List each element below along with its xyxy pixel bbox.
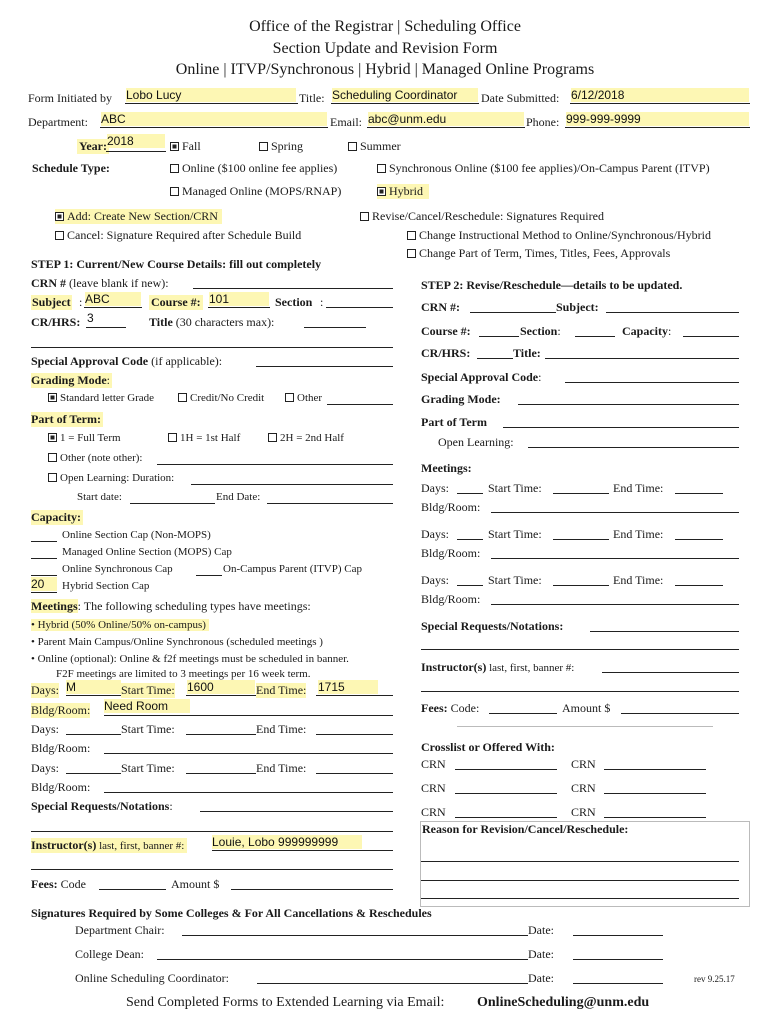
- s2-subject-field[interactable]: [606, 301, 739, 313]
- year-label: Year:: [79, 139, 107, 153]
- s2-bldg-field-2[interactable]: [491, 547, 739, 559]
- pt-full-option[interactable]: [48, 432, 121, 444]
- s2-end-field-3[interactable]: [675, 574, 723, 586]
- special-requests-field[interactable]: [200, 800, 393, 812]
- s2-end-field-2[interactable]: [675, 528, 723, 540]
- end-time-label-2: End Time:: [256, 722, 307, 736]
- bldg-field-1[interactable]: Need Room: [104, 699, 190, 713]
- dean-signature-field[interactable]: [157, 948, 528, 960]
- days-label-3: Days:: [31, 761, 59, 775]
- cap-itvp-label: On-Campus Parent (ITVP) Cap: [223, 563, 363, 575]
- course-field[interactable]: 101: [209, 292, 269, 306]
- cancel-option[interactable]: [55, 228, 301, 243]
- bldg-field-3[interactable]: [104, 781, 393, 793]
- fees-amount-field[interactable]: [231, 878, 393, 890]
- coord-label: Online Scheduling Coordinator:: [75, 971, 229, 985]
- s2-course-field[interactable]: [479, 325, 519, 337]
- days-field-1[interactable]: M: [66, 680, 121, 694]
- hybrid-option[interactable]: [377, 184, 429, 199]
- pt-full-label: 1 = Full Term: [60, 432, 121, 444]
- managed-label: Managed Online (MOPS/RNAP): [182, 184, 342, 198]
- summer-checkbox[interactable]: [348, 142, 357, 151]
- s2-start-field-1[interactable]: [553, 482, 609, 494]
- spring-option[interactable]: [259, 139, 303, 154]
- hybrid-label: Hybrid: [389, 184, 423, 198]
- s2-capacity-label-text: Capacity: [622, 324, 668, 338]
- course-title-label-text: Title: [149, 315, 173, 329]
- s2-bldg-field-1[interactable]: [491, 501, 739, 513]
- s2-days-label-3: Days:: [421, 573, 449, 587]
- dean-label: College Dean:: [75, 947, 144, 961]
- start-time-field-2[interactable]: [186, 723, 256, 735]
- pt-1h-checkbox[interactable]: [168, 433, 177, 442]
- sync-option[interactable]: [377, 161, 710, 176]
- s2-course-label: [421, 324, 471, 339]
- summer-label: Summer: [360, 139, 401, 153]
- grade-credit-label: Credit/No Credit: [190, 392, 265, 404]
- managed-checkbox[interactable]: [170, 187, 179, 196]
- crosslist-crn-field-6[interactable]: [604, 806, 706, 818]
- s2-instructor-label-text: Instructor(s): [421, 660, 487, 674]
- initiated-by-field[interactable]: Lobo Lucy: [126, 88, 296, 102]
- s2-special-label: Special Approval Code:: [421, 370, 542, 384]
- start-date-label: Start date:: [77, 491, 122, 503]
- instructor-field[interactable]: Louie, Lobo 999999999: [212, 835, 362, 849]
- cap-managed-label: Managed Online Section (MOPS) Cap: [62, 546, 232, 558]
- s2-part-field[interactable]: [503, 416, 739, 428]
- crosslist-crn-field-5[interactable]: [455, 806, 557, 818]
- instructor-label-text: Instructor(s): [31, 838, 97, 852]
- end-time-field-1[interactable]: 1715: [318, 680, 378, 694]
- revision-note: rev 9.25.17: [694, 974, 735, 984]
- s2-fees-label: [421, 701, 479, 716]
- year-field[interactable]: 2018: [107, 134, 165, 148]
- s2-start-field-2[interactable]: [553, 528, 609, 540]
- s2-start-label-3: Start Time:: [488, 573, 542, 587]
- crn-field[interactable]: [193, 277, 393, 289]
- crosslist-crn-label-4: CRN: [571, 781, 596, 795]
- s2-end-label-3: End Time:: [613, 573, 664, 587]
- grading-mode-label: Grading Mode:: [31, 373, 111, 387]
- instructor-label: [31, 838, 187, 853]
- s2-bldg-label-2: Bldg/Room:: [421, 546, 481, 560]
- s2-instructor-label: [421, 660, 574, 675]
- crosslist-crn-label-3: CRN: [421, 781, 446, 795]
- s2-crhrs-label: CR/HRS:: [421, 346, 471, 360]
- pt-full-checkbox[interactable]: [48, 433, 57, 442]
- section-label: Section: [275, 295, 313, 309]
- cap-hybrid-field[interactable]: 20: [31, 577, 57, 591]
- special-approval-label-text: Special Approval Code: [31, 354, 149, 368]
- crosslist-crn-label-2: CRN: [571, 757, 596, 771]
- add-checkbox[interactable]: [55, 212, 64, 221]
- crosslist-crn-field-3[interactable]: [455, 782, 557, 794]
- s2-fees-amount-label: Amount $: [562, 701, 611, 715]
- s2-title-field[interactable]: [545, 347, 739, 359]
- phone-label: Phone:: [526, 115, 560, 129]
- bldg-label-1: Bldg/Room:: [31, 703, 91, 717]
- special-approval-note: (if applicable):: [148, 354, 223, 368]
- crhrs-field[interactable]: 3: [87, 311, 94, 325]
- pt-1h-label: 1H = 1st Half: [180, 432, 241, 444]
- footer-email-link[interactable]: OnlineScheduling@unm.edu: [477, 995, 650, 1010]
- signatures-title: Signatures Required by Some Colleges & For All Cancellations & Reschedules: [31, 906, 432, 920]
- change-part-checkbox[interactable]: [407, 249, 416, 258]
- chair-signature-field[interactable]: [182, 924, 528, 936]
- s2-section-field[interactable]: [575, 325, 615, 337]
- bldg-field-2[interactable]: [104, 742, 393, 754]
- s2-crhrs-field[interactable]: [477, 347, 513, 359]
- grade-standard-checkbox[interactable]: [48, 393, 57, 402]
- special-requests-label: Special Requests/Notations:: [31, 799, 173, 813]
- start-time-field-1[interactable]: 1600: [187, 680, 255, 694]
- grade-standard-label: Standard letter Grade: [60, 392, 155, 404]
- days-field-2[interactable]: [66, 723, 121, 735]
- managed-option[interactable]: [170, 184, 341, 199]
- dean-date-label: Date:: [528, 947, 554, 961]
- change-part-option[interactable]: [407, 246, 670, 261]
- fall-label: Fall: [182, 139, 201, 153]
- step1-title: STEP 1: Current/New Course Details: fill out completely: [31, 257, 322, 271]
- pt-open-label: Open Learning: Duration:: [60, 472, 175, 484]
- pt-2h-label: 2H = 2nd Half: [280, 432, 344, 444]
- s2-title-label: Title:: [513, 346, 541, 360]
- meetings-label-text: Meetings: [31, 599, 78, 613]
- phone-field[interactable]: 999-999-9999: [566, 112, 749, 126]
- s2-instructor-note: last, first, banner #:: [486, 662, 575, 674]
- sync-checkbox[interactable]: [377, 164, 386, 173]
- spring-label: Spring: [271, 139, 304, 153]
- spring-checkbox[interactable]: [259, 142, 268, 151]
- pt-open-option[interactable]: [48, 472, 174, 484]
- pt-2h-checkbox[interactable]: [268, 433, 277, 442]
- hybrid-checkbox[interactable]: [377, 187, 386, 196]
- s2-bldg-field-3[interactable]: [491, 593, 739, 605]
- grade-standard-option[interactable]: [48, 392, 154, 404]
- course-title-note: (30 characters max):: [172, 315, 275, 329]
- fees-label: [31, 877, 86, 892]
- s2-section-label-text: Section: [520, 324, 558, 338]
- s2-course-label-text: Course #:: [421, 324, 471, 338]
- online-label: Online ($100 online fee applies): [182, 161, 338, 175]
- change-method-label: Change Instructional Method to Online/Synchronous/Hybrid: [419, 228, 711, 242]
- start-time-label-2: Start Time:: [121, 722, 175, 736]
- email-label: Email:: [330, 115, 362, 129]
- pt-other-option[interactable]: [48, 452, 142, 464]
- start-date-field[interactable]: [130, 492, 215, 504]
- grading-mode-label-text: Grading Mode: [31, 373, 107, 387]
- days-label-2: Days:: [31, 722, 59, 736]
- s2-meetings-label: Meetings:: [421, 461, 472, 475]
- capacity-label: Capacity:: [31, 510, 81, 524]
- chair-date-field[interactable]: [573, 924, 663, 936]
- special-requests-label-text: Special Requests/Notations: [31, 799, 170, 813]
- s2-days-field-2[interactable]: [457, 528, 483, 540]
- s2-crn-label: CRN #:: [421, 300, 460, 314]
- s2-bldg-label-3: Bldg/Room:: [421, 592, 481, 606]
- pt-2h-option[interactable]: [268, 432, 344, 444]
- add-option[interactable]: [55, 209, 222, 224]
- crosslist-crn-label-6: CRN: [571, 805, 596, 819]
- end-date-label: End Date:: [216, 491, 261, 503]
- grade-other-checkbox[interactable]: [285, 393, 294, 402]
- crn-note: (leave blank if new):: [66, 276, 169, 290]
- course-title-field[interactable]: [304, 316, 366, 328]
- s2-start-label-1: Start Time:: [488, 481, 542, 495]
- s2-crn-field[interactable]: [470, 301, 556, 313]
- date-submitted-field[interactable]: 6/12/2018: [571, 88, 749, 102]
- add-label: Add: Create New Section/CRN: [67, 209, 218, 223]
- end-time-label-1: End Time:: [256, 683, 307, 697]
- s2-end-label-2: End Time:: [613, 527, 664, 541]
- coord-date-label: Date:: [528, 971, 554, 985]
- fees-code-label: Code: [57, 877, 86, 891]
- s2-part-label: Part of Term: [421, 415, 487, 429]
- grade-credit-checkbox[interactable]: [178, 393, 187, 402]
- crn-label: [31, 276, 169, 291]
- s2-special-label-text: Special Approval Code: [421, 370, 539, 384]
- title-field[interactable]: Scheduling Coordinator: [332, 88, 478, 102]
- fall-checkbox[interactable]: [170, 142, 179, 151]
- s2-end-label-1: End Time:: [613, 481, 664, 495]
- bullet-parent: • Parent Main Campus/Online Synchronous (scheduled meetings ): [31, 636, 323, 648]
- part-of-term-label: Part of Term:: [31, 412, 101, 426]
- reason-label: Reason for Revision/Cancel/Reschedule:: [422, 822, 629, 836]
- pt-other-label: Other (note other):: [60, 452, 143, 464]
- cap-sync-label: Online Synchronous Cap: [62, 563, 173, 575]
- start-time-label-1: Start Time:: [121, 683, 175, 697]
- fees-amount-label: Amount $: [171, 877, 220, 891]
- coord-date-field[interactable]: [573, 972, 663, 984]
- grade-credit-option[interactable]: [178, 392, 264, 404]
- s2-fees-code-field[interactable]: [489, 702, 557, 714]
- online-checkbox[interactable]: [170, 164, 179, 173]
- s2-open-field[interactable]: [528, 436, 739, 448]
- title-label: Title:: [299, 91, 325, 105]
- s2-fees-amount-field[interactable]: [621, 702, 739, 714]
- end-time-label-3: End Time:: [256, 761, 307, 775]
- change-method-checkbox[interactable]: [407, 231, 416, 240]
- online-option[interactable]: [170, 161, 337, 176]
- section-field[interactable]: [326, 296, 393, 308]
- s2-special-req-field[interactable]: [590, 620, 739, 632]
- bullet-online: • Online (optional): Online & f2f meetings must be scheduled in banner.: [31, 653, 349, 665]
- step2-title: STEP 2: Revise/Reschedule—details to be updated.: [421, 278, 683, 292]
- bullet-online-note: F2F meetings are limited to 3 meetings per 16 week term.: [56, 668, 311, 680]
- s2-capacity-field[interactable]: [683, 325, 739, 337]
- end-date-field[interactable]: [267, 492, 393, 504]
- form-title: Section Update and Revision Form: [272, 40, 498, 57]
- crosslist-crn-field-1[interactable]: [455, 758, 557, 770]
- s2-subject-label: Subject:: [556, 300, 599, 314]
- meetings-note: : The following scheduling types have meetings:: [77, 599, 311, 613]
- revise-option[interactable]: [360, 209, 604, 224]
- s2-start-label-2: Start Time:: [488, 527, 542, 541]
- end-time-field-2[interactable]: [316, 723, 393, 735]
- s2-grading-label: Grading Mode:: [421, 392, 501, 406]
- fees-code-field[interactable]: [99, 878, 166, 890]
- s2-fees-code-label: Code:: [447, 701, 480, 715]
- special-approval-field[interactable]: [256, 355, 393, 367]
- revise-checkbox[interactable]: [360, 212, 369, 221]
- crosslist-crn-field-4[interactable]: [604, 782, 706, 794]
- s2-days-field-1[interactable]: [457, 482, 483, 494]
- initiated-by-label: Form Initiated by: [28, 91, 112, 105]
- s2-special-field[interactable]: [565, 371, 739, 383]
- bullet-hybrid: • Hybrid (50% Online/50% on-campus): [31, 619, 209, 631]
- meetings-label: [31, 599, 311, 614]
- subject-label: Subject: [32, 295, 71, 309]
- cancel-label: Cancel: Signature Required after Schedule Build: [67, 228, 302, 242]
- course-title-label: [149, 315, 274, 330]
- days-field-3[interactable]: [66, 762, 121, 774]
- start-time-label-3: Start Time:: [121, 761, 175, 775]
- instructor-note: last, first, banner #:: [96, 840, 185, 852]
- grade-other-label: Other: [297, 392, 323, 404]
- footer-text: Send Completed Forms to Extended Learning via Email:: [126, 995, 445, 1010]
- course-label: Course #:: [151, 295, 201, 309]
- s2-grading-field[interactable]: [518, 393, 739, 405]
- form-office-title: Office of the Registrar | Scheduling Office: [249, 18, 521, 35]
- s2-days-label-2: Days:: [421, 527, 449, 541]
- sync-label: Synchronous Online ($100 fee applies)/On-Campus Parent (ITVP): [389, 161, 710, 175]
- crhrs-label: CR/HRS:: [31, 315, 81, 329]
- s2-start-field-3[interactable]: [553, 574, 609, 586]
- crosslist-crn-label-5: CRN: [421, 805, 446, 819]
- s2-end-field-1[interactable]: [675, 482, 723, 494]
- email-field[interactable]: abc@unm.edu: [368, 112, 524, 126]
- s2-open-label: Open Learning:: [438, 435, 514, 449]
- schedule-type-label: Schedule Type:: [32, 161, 110, 175]
- cancel-checkbox[interactable]: [55, 231, 64, 240]
- fall-option[interactable]: [170, 139, 201, 154]
- dean-date-field[interactable]: [573, 948, 663, 960]
- days-label-1: Days:: [31, 683, 59, 697]
- bldg-label-3: Bldg/Room:: [31, 780, 91, 794]
- change-part-label: Change Part of Term, Times, Titles, Fees, Approvals: [419, 246, 671, 260]
- start-time-field-3[interactable]: [186, 762, 256, 774]
- summer-option[interactable]: [348, 139, 401, 154]
- cap-hybrid-label: Hybrid Section Cap: [62, 580, 150, 592]
- end-time-field-3[interactable]: [316, 762, 393, 774]
- revise-label: Revise/Cancel/Reschedule: Signatures Required: [372, 209, 604, 223]
- grade-other-option[interactable]: [285, 392, 322, 404]
- date-submitted-label: Date Submitted:: [481, 91, 560, 105]
- crosslist-crn-field-2[interactable]: [604, 758, 706, 770]
- s2-fees-label-text: Fees:: [421, 701, 448, 715]
- coord-signature-field[interactable]: [257, 972, 528, 984]
- pt-other-checkbox[interactable]: [48, 453, 57, 462]
- department-field[interactable]: ABC: [101, 112, 327, 126]
- bldg-label-2: Bldg/Room:: [31, 741, 91, 755]
- crosslist-crn-label-1: CRN: [421, 757, 446, 771]
- crosslist-label: Crosslist or Offered With:: [421, 740, 555, 754]
- subject-field[interactable]: ABC: [85, 292, 141, 306]
- pt-open-checkbox[interactable]: [48, 473, 57, 482]
- chair-date-label: Date:: [528, 923, 554, 937]
- fees-label-text: Fees:: [31, 877, 58, 891]
- form-programs-title: Online | ITVP/Synchronous | Hybrid | Managed Online Programs: [175, 61, 595, 78]
- s2-days-label-1: Days:: [421, 481, 449, 495]
- s2-special-req-label: Special Requests/Notations:: [421, 619, 564, 633]
- crn-label-text: CRN #: [31, 276, 66, 290]
- s2-instructor-field[interactable]: [602, 661, 739, 673]
- s2-section-label: Section:: [520, 324, 561, 338]
- s2-capacity-label: Capacity:: [622, 324, 672, 338]
- s2-days-field-3[interactable]: [457, 574, 483, 586]
- department-label: Department:: [28, 115, 88, 129]
- chair-label: Department Chair:: [75, 923, 165, 937]
- pt-1h-option[interactable]: [168, 432, 240, 444]
- s2-bldg-label-1: Bldg/Room:: [421, 500, 481, 514]
- change-method-option[interactable]: [407, 228, 711, 243]
- cap-online-label: Online Section Cap (Non-MOPS): [62, 529, 211, 541]
- special-approval-label: [31, 354, 222, 369]
